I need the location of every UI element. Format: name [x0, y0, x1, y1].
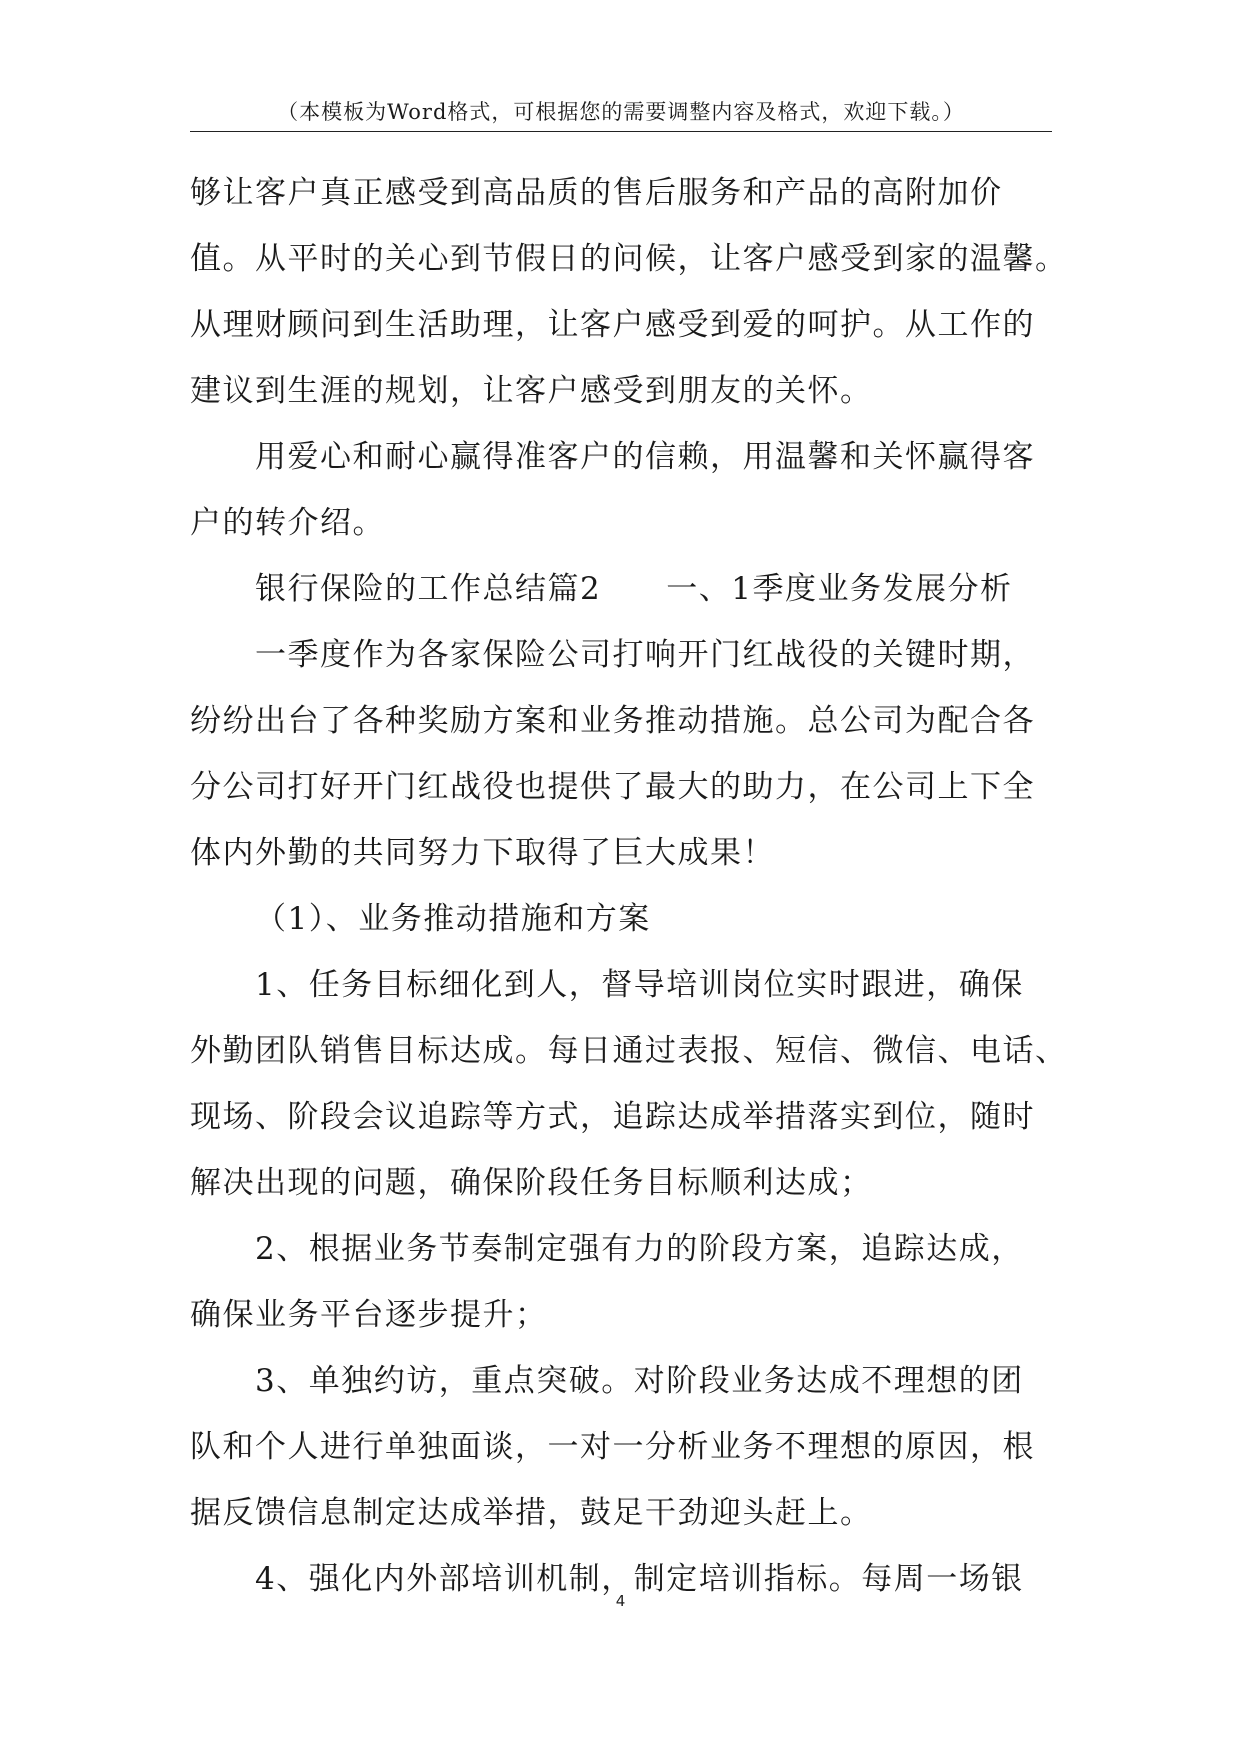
- paragraph-start-line: 用爱心和耐心赢得准客户的信赖，用温馨和关怀赢得客: [255, 439, 1035, 475]
- template-note-header: （本模板为Word格式，可根据您的需要调整内容及格式，欢迎下载。）: [277, 100, 965, 124]
- section-title-line: 银行保险的工作总结篇2 一、1季度业务发展分析: [255, 571, 1013, 607]
- document-body: [190, 160, 1068, 1612]
- page-number: 4: [615, 1592, 626, 1610]
- paragraph-start-line: 1、任务目标细化到人，督导培训岗位实时跟进，确保: [255, 967, 1024, 1003]
- body-line: 现场、阶段会议追踪等方式，追踪达成举措落实到位，随时: [190, 1099, 1035, 1135]
- body-line: 分公司打好开门红战役也提供了最大的助力，在公司上下全: [190, 769, 1035, 805]
- paragraph-start-line: 4、强化内外部培训机制，制定培训指标。每周一场银: [255, 1561, 1024, 1597]
- paragraph-start-line: 2、根据业务节奏制定强有力的阶段方案，追踪达成，: [255, 1231, 1024, 1267]
- body-line: 建议到生涯的规划，让客户感受到朋友的关怀。: [190, 373, 873, 409]
- body-line: 够让客户真正感受到高品质的售后服务和产品的高附加价: [190, 175, 1003, 211]
- body-line: 值。从平时的关心到节假日的问候，让客户感受到家的温馨。: [190, 241, 1068, 277]
- body-line: 据反馈信息制定达成举措，鼓足干劲迎头赶上。: [190, 1495, 873, 1531]
- body-line: 体内外勤的共同努力下取得了巨大成果！: [190, 835, 775, 871]
- paragraph-start-line: 一季度作为各家保险公司打响开门红战役的关键时期，: [255, 637, 1035, 673]
- body-line: 队和个人进行单独面谈，一对一分析业务不理想的原因，根: [190, 1429, 1035, 1465]
- body-line: 确保业务平台逐步提升；: [190, 1297, 548, 1333]
- subheading-line: （1）、业务推动措施和方案: [255, 901, 651, 937]
- body-line: 户的转介绍。: [190, 505, 385, 541]
- body-line: 从理财顾问到生活助理，让客户感受到爱的呵护。从工作的: [190, 307, 1035, 343]
- body-line: 外勤团队销售目标达成。每日通过表报、短信、微信、电话、: [190, 1033, 1068, 1069]
- body-line: 解决出现的问题，确保阶段任务目标顺利达成；: [190, 1165, 873, 1201]
- body-line: 纷纷出台了各种奖励方案和业务推动措施。总公司为配合各: [190, 703, 1035, 739]
- header-divider: [190, 131, 1052, 132]
- paragraph-start-line: 3、单独约访，重点突破。对阶段业务达成不理想的团: [255, 1363, 1024, 1399]
